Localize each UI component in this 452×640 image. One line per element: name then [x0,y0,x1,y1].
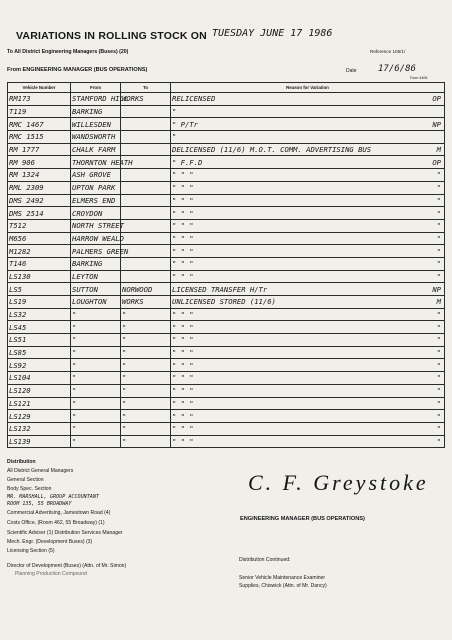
status-note: " [436,436,441,446]
from-cell: LOUGHTON [71,296,121,309]
from-cell: " [71,321,121,334]
reason-text: LICENSED TRANSFER H/Tr [172,284,268,294]
from-cell: HARROW WEALD [72,233,124,243]
reason-cell [171,321,445,334]
distribution-item: All District General Managers [7,468,74,474]
reason-cell [171,194,445,207]
status-note: " [436,310,441,320]
reason-text: " " " [172,271,194,281]
reason-cell [171,372,445,385]
table-row [8,245,445,258]
status-note: " [436,221,441,231]
vehicle-number-cell: LS129 [8,410,71,423]
from-cell: CHALK FARM [71,143,121,156]
reason-cell [171,219,445,232]
reason-text: " " " [172,233,194,243]
reason-cell [171,296,445,309]
signature-title: ENGINEERING MANAGER (BUS OPERATIONS) [240,516,365,522]
table-row [8,118,445,131]
reason-cell [171,308,445,321]
reason-cell [171,435,445,448]
from-cell: " [71,435,121,448]
table-row [8,283,445,296]
table-row [8,105,445,118]
status-note: " [436,246,441,256]
reason-text: " P/Tr [172,119,198,129]
table-row [8,181,445,194]
table-row [8,384,445,397]
status-note: " [436,195,441,205]
vehicle-number-cell: LS51 [8,334,71,347]
reason-cell [171,270,445,283]
to-cell [121,232,171,245]
status-note: " [436,424,441,434]
reason-text: " " " [172,335,194,345]
to-cell [121,105,171,118]
vehicle-number-cell: T512 [8,219,71,232]
table-row [8,321,445,334]
reason-text: " " " [172,170,194,180]
reference-number: Reference 105/1/ [370,49,406,54]
table-row [8,308,445,321]
table-row [8,334,445,347]
to-cell [121,270,171,283]
vehicle-number-cell: LS32 [8,308,71,321]
from-cell: PALMERS GREEN [72,246,129,256]
to-cell: " [121,435,171,448]
reason-cell [171,245,445,258]
table-row [8,270,445,283]
reason-text: " " " [172,348,194,358]
reason-text: " " " [172,424,194,434]
reason-cell [171,257,445,270]
status-note: " [436,259,441,269]
to-cell [121,219,171,232]
vehicle-number-cell: T146 [8,257,71,270]
to-cell: " [121,334,171,347]
status-note: " [436,208,441,218]
status-note: NP [432,119,441,129]
reason-cell [171,334,445,347]
to-cell [121,118,171,131]
to-cell [121,169,171,182]
reason-text: " " " [172,310,194,320]
to-cell: " [121,397,171,410]
vehicle-number-cell: M1282 [8,245,71,258]
reason-cell [171,422,445,435]
reason-text: " " " [172,398,194,408]
vehicle-number-cell: DMS 2514 [8,207,71,220]
table-row [8,219,445,232]
reason-cell [171,93,445,106]
vehicle-number-cell: M656 [8,232,71,245]
to-cell [121,257,171,270]
variations-table [7,82,445,448]
to-line: To All District Engineering Managers (Buses) (20) [7,49,129,55]
distribution-continued-heading: Distribution Continued: [239,557,291,563]
reason-cell [171,143,445,156]
vehicle-number-cell: RML 2309 [8,181,71,194]
reason-cell [171,232,445,245]
vehicle-number-cell: T119 [8,105,71,118]
distribution-item: Director of Development (Buses) (Attn. of Mr. Simon) [7,563,127,569]
from-line: From ENGINEERING MANAGER (BUS OPERATIONS) [7,67,148,73]
col-to: To [121,83,171,93]
vehicle-number-cell: LS130 [8,270,71,283]
from-cell: " [71,334,121,347]
date-label: Date [346,68,357,74]
status-note: " [436,348,441,358]
reason-text: " " " [172,436,194,446]
table-row [8,422,445,435]
status-note: " [436,271,441,281]
reason-text: " F.F.D [172,157,203,167]
status-note: " [436,386,441,396]
table-row [8,410,445,423]
vehicle-number-cell: LS5 [8,283,71,296]
reason-cell [171,410,445,423]
col-from: From [71,83,121,93]
reason-text: " " " [172,386,194,396]
reason-text: " " " [172,208,194,218]
table-row [8,131,445,144]
reason-text: " " " [172,183,194,193]
reason-cell [171,384,445,397]
form-title: VARIATIONS IN ROLLING STOCK ON [16,30,207,42]
to-cell: " [121,410,171,423]
status-note: NP [432,284,441,294]
reason-cell [171,181,445,194]
vehicle-number-cell: RM 1777 [8,143,71,156]
reason-cell [171,207,445,220]
form-title-date: TUESDAY JUNE 17 1986 [212,28,333,39]
status-note: " [436,411,441,421]
reason-text: " [172,132,177,142]
from-cell: CROYDON [71,207,121,220]
to-cell: " [121,321,171,334]
table-row [8,156,445,169]
status-note: OP [432,157,441,167]
table-row [8,93,445,106]
to-cell [121,143,171,156]
to-cell: " [121,422,171,435]
col-reason: Reason for Variation [171,83,445,93]
vehicle-number-cell: LS139 [8,435,71,448]
table-row [8,346,445,359]
table-row [8,232,445,245]
from-cell: BARKING [71,257,121,270]
reason-text: RELICENSED [172,94,216,104]
reason-cell [171,346,445,359]
to-cell: " [121,359,171,372]
from-cell: SUTTON [71,283,121,296]
table-row [8,435,445,448]
vehicle-number-cell: DMS 2492 [8,194,71,207]
to-cell [121,194,171,207]
table-body [8,93,445,448]
to-cell: WORKS [121,93,171,106]
status-note: M [436,145,441,155]
vehicle-number-cell: LS45 [8,321,71,334]
to-cell [121,207,171,220]
distribution-item: Supplies, Chiswick (Attn. of Mr. Dancy) [239,583,327,589]
form-number: Form 4406 [410,76,428,80]
from-cell: WANDSWORTH [71,131,121,144]
to-cell [121,131,171,144]
reason-cell [171,169,445,182]
vehicle-number-cell: LS120 [8,384,71,397]
col-vehicle-number: Vehicle Number [8,83,71,93]
distribution-item: Licensing Section (5) [7,548,55,554]
distribution-heading: Distribution [7,459,36,465]
status-note: " [436,398,441,408]
status-note: " [436,170,441,180]
reason-cell [171,283,445,296]
table-row [8,359,445,372]
reason-text: UNLICENSED STORED (11/6) [172,297,276,307]
status-note: " [436,322,441,332]
distribution-item-handwritten: ROOM 135, 55 BROADWAY [7,501,72,507]
status-note: OP [432,94,441,104]
vehicle-number-cell: LS85 [8,346,71,359]
reason-cell [171,105,445,118]
status-note: " [436,360,441,370]
vehicle-number-cell: LS104 [8,372,71,385]
table-row [8,143,445,156]
reason-text: " " " [172,246,194,256]
to-cell: NORWOOD [121,283,171,296]
from-cell: LEYTON [71,270,121,283]
table-row [8,194,445,207]
distribution-item: Commercial Advertising, Jamestown Road (4) [7,510,111,516]
reason-text: " " " [172,322,194,332]
vehicle-number-cell: RM173 [8,93,71,106]
reason-text: " " " [172,373,194,383]
from-cell: ASH GROVE [71,169,121,182]
from-cell: THORNTON HEATH [72,157,133,167]
vehicle-number-cell: RMC 1515 [8,131,71,144]
vehicle-number-cell: LS121 [8,397,71,410]
from-cell: " [71,346,121,359]
to-cell [121,245,171,258]
table-row [8,296,445,309]
reason-text: " " " [172,259,194,269]
to-cell: " [121,308,171,321]
from-cell: " [71,384,121,397]
distribution-item: General Section [7,477,44,483]
reason-text: " " " [172,221,194,231]
status-note: " [436,373,441,383]
status-note: " [436,233,441,243]
status-note: M [436,297,441,307]
table-row [8,207,445,220]
table-row [8,257,445,270]
from-cell: ELMERS END [71,194,121,207]
from-cell: " [71,372,121,385]
vehicle-number-cell: LS92 [8,359,71,372]
from-cell: STAMFORD HILL [72,94,129,104]
to-cell: " [121,372,171,385]
table-row [8,372,445,385]
reason-cell [171,156,445,169]
reason-cell [171,131,445,144]
date-value: 17/6/86 [378,64,416,74]
reason-cell [171,397,445,410]
from-cell: NORTH STREET [72,221,124,231]
reason-cell [171,359,445,372]
to-cell: " [121,346,171,359]
from-cell: WILLESDEN [71,118,121,131]
from-cell: " [71,422,121,435]
reason-text: " " " [172,411,194,421]
distribution-item: Planning Production Compound [15,571,87,577]
distribution-item-handwritten: MR. MARSHALL, GROUP ACCOUNTANT [7,494,100,500]
table-row [8,169,445,182]
vehicle-number-cell: RM 906 [8,156,71,169]
vehicle-number-cell: RM 1324 [8,169,71,182]
vehicle-number-cell: RMC 1467 [8,118,71,131]
vehicle-number-cell: LS19 [8,296,71,309]
distribution-item: Scientific Adviser (1) Distribution Services Manager [7,530,123,536]
reason-text: " [172,107,177,117]
from-cell: BARKING [71,105,121,118]
reason-text: " " " [172,360,194,370]
from-cell: " [71,410,121,423]
distribution-item: Costs Office, (Room 462, 55 Broadway) (1) [7,520,105,526]
to-cell: " [121,384,171,397]
signature: C. F. Greystoke [248,470,429,495]
distribution-item: Senior Vehicle Maintenance Examiner [239,575,326,581]
from-cell: UPTON PARK [71,181,121,194]
reason-cell [171,118,445,131]
reason-text: " " " [172,195,194,205]
distribution-item: Body Spec. Section [7,486,52,492]
reason-text: DELICENSED (11/6) M.O.T. COMM. ADVERTISING BUS [172,145,372,155]
from-cell: " [71,308,121,321]
from-cell: " [71,397,121,410]
to-cell: WORKS [121,296,171,309]
table-row [8,397,445,410]
table-header-row [8,83,445,93]
to-cell [121,181,171,194]
status-note: " [436,183,441,193]
vehicle-number-cell: LS132 [8,422,71,435]
from-cell: " [71,359,121,372]
status-note: " [436,335,441,345]
distribution-item: Mech. Engr. (Development Buses) (3) [7,539,93,545]
